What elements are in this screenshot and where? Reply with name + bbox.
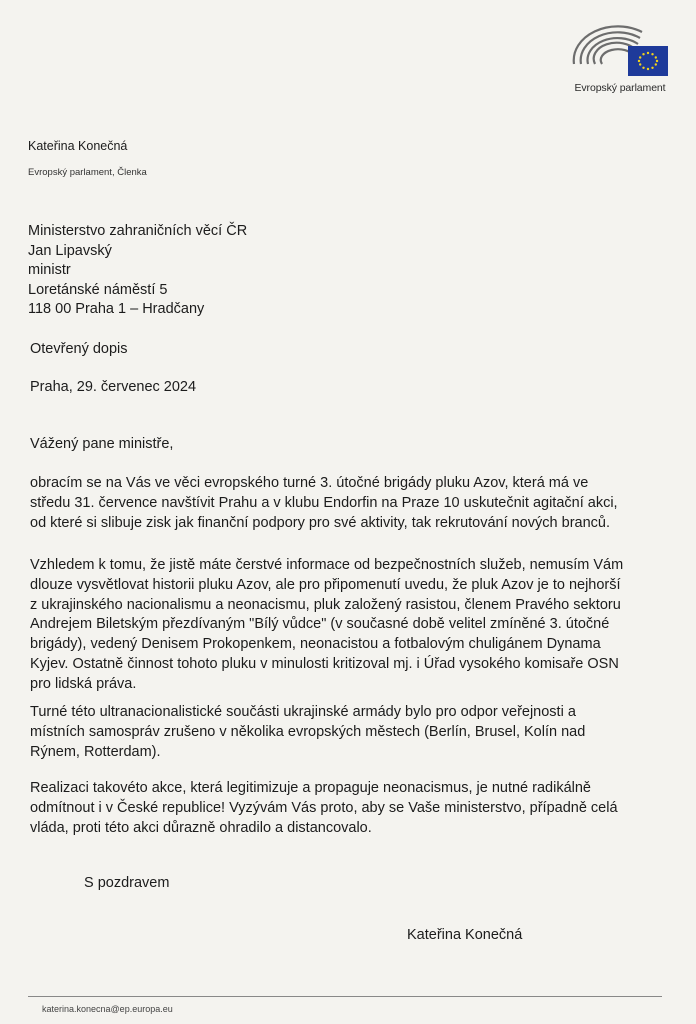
- recipient-line: Loretánské náměstí 5: [28, 281, 168, 298]
- paragraph-line: Vzhledem k tomu, že jistě máte čerstvé informace od bezpečnostních služeb, nemusím Vám: [30, 557, 624, 573]
- recipient-line: Ministerstvo zahraničních věcí ČR: [28, 223, 248, 239]
- paragraph-line: brigády), vedený Denisem Prokopenkem, neonacistou a fotbalovým chuligánem Dynama: [30, 636, 601, 653]
- paragraph-line: Kyjev. Ostatně činnost tohoto pluku v minulosti kritizoval mj. i Úřad vysokého komisaře OSN: [30, 655, 619, 672]
- sender-name: Kateřina Konečná: [28, 139, 128, 153]
- recipient-line: ministr: [28, 262, 71, 278]
- paragraph-line: dlouze vysvětlovat historii pluku Azov, ale pro připomenutí uvedu, že pluk Azov je to nejhorší: [30, 576, 621, 593]
- paragraph: [30, 779, 670, 838]
- letter-subject: Otevřený dopis: [30, 341, 128, 357]
- paragraph-line: vláda, proti této akci důrazně ohradilo a distancovalo.: [30, 819, 372, 836]
- paragraph-line: Realizaci takovéto akce, která legitimizuje a propaguje neonacismus, je nutné radikálně: [30, 780, 591, 796]
- european-parliament-logo-icon: [570, 24, 670, 80]
- paragraph: [30, 474, 670, 533]
- paragraph-line: od které si slibuje zisk jak finanční podpory pro své aktivity, tak rekrutování nových branců.: [30, 514, 611, 531]
- paragraph-line: pro lidská práva.: [30, 675, 137, 692]
- paragraph-line: obracím se na Vás ve věci evropského turné 3. útočné brigády pluku Azov, která má ve: [30, 475, 589, 491]
- paragraph-line: Turné této ultranacionalistické součásti ukrajinské armády bylo pro odpor veřejnosti a: [30, 704, 576, 720]
- paragraph: [30, 556, 670, 695]
- paragraph-line: odmítnout i v České republice! Vyzývám Vás proto, aby se Vaše ministerstvo, případně celá: [30, 799, 618, 816]
- paragraph-line: středu 31. července navštívit Prahu a v klubu Endorfin na Praze 10 uskutečnit agitační akci,: [30, 494, 618, 511]
- recipient-line: Jan Lipavský: [28, 242, 112, 259]
- footer-email: katerina.konecna@ep.europa.eu: [42, 1004, 173, 1014]
- european-parliament-logo: [568, 24, 672, 96]
- salutation: Vážený pane ministře,: [30, 436, 174, 452]
- closing: S pozdravem: [84, 875, 170, 891]
- paragraph-line: z ukrajinského nacionalismu a neonacismu, pluk založený rasistou, členem Pravého sektoru: [30, 596, 621, 613]
- footer-divider: [28, 996, 662, 997]
- signature: Kateřina Konečná: [407, 927, 523, 943]
- logo-text: Evropský parlament: [574, 82, 666, 94]
- letter-date: Praha, 29. červenec 2024: [30, 379, 197, 395]
- paragraph-line: Andrejem Biletským přezdívaným "Bílý vůdce" (v současné době velitel zmíněné 3. útočné: [30, 616, 610, 633]
- sender-role: Evropský parlament, Členka: [28, 167, 147, 178]
- paragraph: [30, 703, 670, 762]
- paragraph-line: místních samospráv zrušeno v několika evropských městech (Berlín, Brusel, Kolín nad: [30, 723, 586, 740]
- paragraph-line: Rýnem, Rotterdam).: [30, 743, 161, 760]
- eu-flag-icon: [628, 46, 668, 76]
- recipient-line: 118 00 Praha 1 – Hradčany: [28, 301, 205, 317]
- recipient-address: [28, 222, 247, 320]
